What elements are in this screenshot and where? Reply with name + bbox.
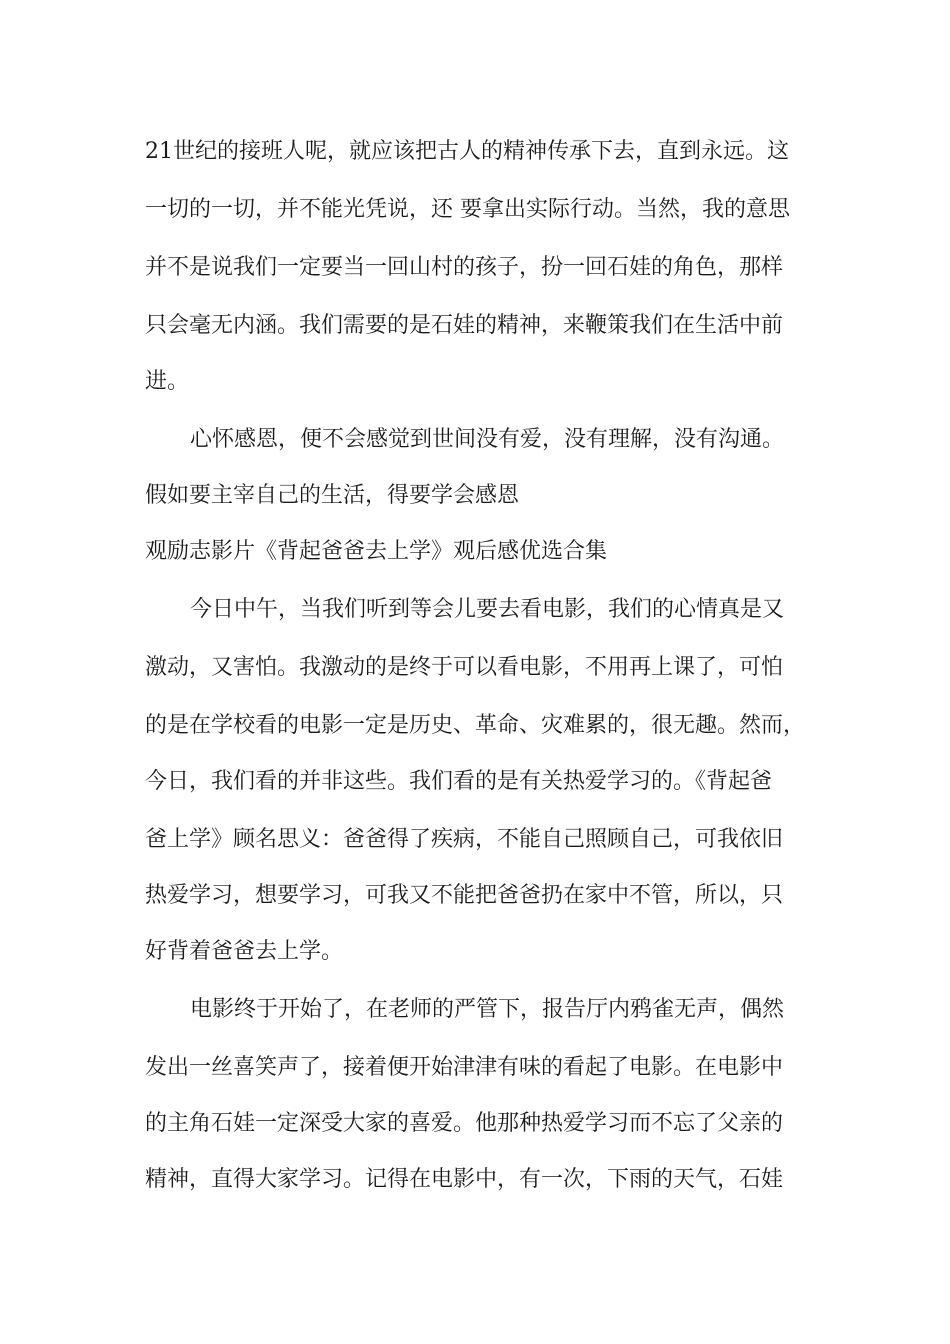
- paragraph-line: 激动，又害怕。我激动的是终于可以看电影，不用再上课了，可怕: [145, 655, 784, 680]
- paragraph-line: 一切的一切，并不能光凭说，还 要拿出实际行动。当然，我的意思: [145, 197, 790, 222]
- paragraph-line: 进。: [145, 369, 190, 394]
- paragraph-line: 心怀感恩，便不会感觉到世间没有爱，没有理解，没有沟通。: [190, 427, 785, 452]
- paragraph-line: 只会毫无内涵。我们需要的是石娃的精神，来鞭策我们在生活中前: [145, 313, 784, 338]
- paragraph-line: 并不是说我们一定要当一回山村的孩子，扮一回石娃的角色，那样: [145, 255, 784, 280]
- paragraph-line: 电影终于开始了，在老师的严管下，报告厅内鸦雀无声，偶然: [190, 997, 785, 1022]
- paragraph-line: 的是在学校看的电影一定是历史、革命、灾难累的，很无趣。然而，: [145, 713, 806, 738]
- paragraph-line: 今日中午，当我们听到等会儿要去看电影，我们的心情真是又: [190, 597, 785, 622]
- paragraph-line: 今日，我们看的并非这些。我们看的是有关热爱学习的。《背起爸: [145, 769, 773, 794]
- paragraph-line: 热爱学习，想要学习，可我又不能把爸爸扔在家中不管，所以，只: [145, 883, 784, 908]
- paragraph-line: 爸上学》顾名思义：爸爸得了疾病，不能自己照顾自己，可我依旧: [145, 827, 784, 852]
- paragraph-line: 好背着爸爸去上学。: [145, 939, 344, 964]
- paragraph-line: 的主角石娃一定深受大家的喜爱。他那种热爱学习而不忘了父亲的: [145, 1111, 784, 1136]
- paragraph-line: 假如要主宰自己的生活，得要学会感恩: [145, 483, 520, 508]
- paragraph-line: 21世纪的接班人呢，就应该把古人的精神传承下去，直到永远。这: [145, 139, 789, 164]
- paragraph-line: 发出一丝喜笑声了，接着便开始津津有味的看起了电影。在电影中: [145, 1055, 784, 1080]
- section-heading: 观励志影片《背起爸爸去上学》观后感优选合集: [145, 539, 608, 564]
- paragraph-line: 精神，直得大家学习。记得在电影中，有一次，下雨的天气，石娃: [145, 1167, 784, 1192]
